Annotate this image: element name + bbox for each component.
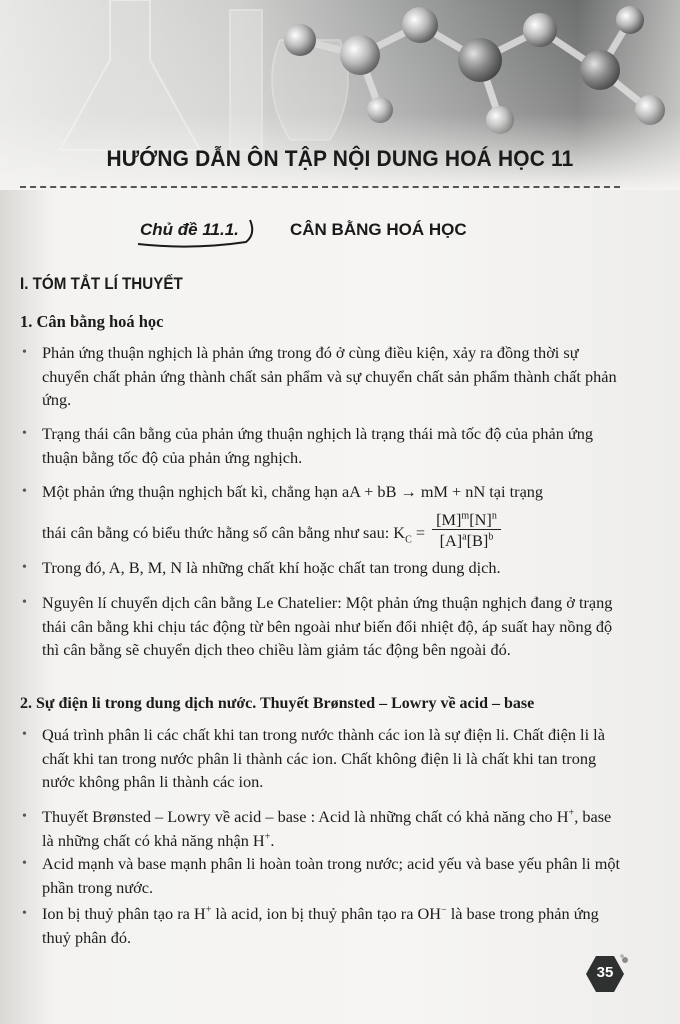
topic-title: CÂN BẰNG HOÁ HỌC xyxy=(290,220,467,239)
title-divider xyxy=(20,186,620,188)
subsection-heading-electrolysis: 2. Sự điện li trong dung dịch nước. Thuyết Brønsted – Lowry về acid – base xyxy=(20,695,535,712)
bullet-icon: • xyxy=(22,426,27,441)
bullet-icon: • xyxy=(22,560,27,575)
formula-numerator: $[M]^m[N]^n$ xyxy=(432,510,501,530)
equilibrium-constant-text: thái cân bằng có biểu thức hằng số cân bằng như sau: K xyxy=(42,523,406,543)
page-number: 35 xyxy=(596,964,614,981)
bullet-icon: • xyxy=(22,856,27,871)
subsection-heading-equilibrium: 1. Cân bằng hoá học xyxy=(20,312,164,331)
bullet-icon: • xyxy=(22,484,27,499)
equilibrium-constant-formula xyxy=(432,510,501,551)
section-heading-theory: I. TÓM TẮT LÍ THUYẾT xyxy=(20,275,183,293)
bullet-icon: • xyxy=(22,727,27,742)
bullet-icon: • xyxy=(22,345,27,360)
bullet-icon: • xyxy=(22,809,27,824)
page-title: HƯỚNG DẪN ÔN TẬP NỘI DUNG HOÁ HỌC 11 xyxy=(106,146,574,171)
topic-label: Chủ đề 11.1. xyxy=(140,220,239,239)
page-number-badge xyxy=(586,954,626,994)
bullet-icon: • xyxy=(22,906,27,921)
formula-denominator: $[A]^a[B]^b$ xyxy=(439,531,494,550)
bullet-icon: • xyxy=(22,595,27,610)
